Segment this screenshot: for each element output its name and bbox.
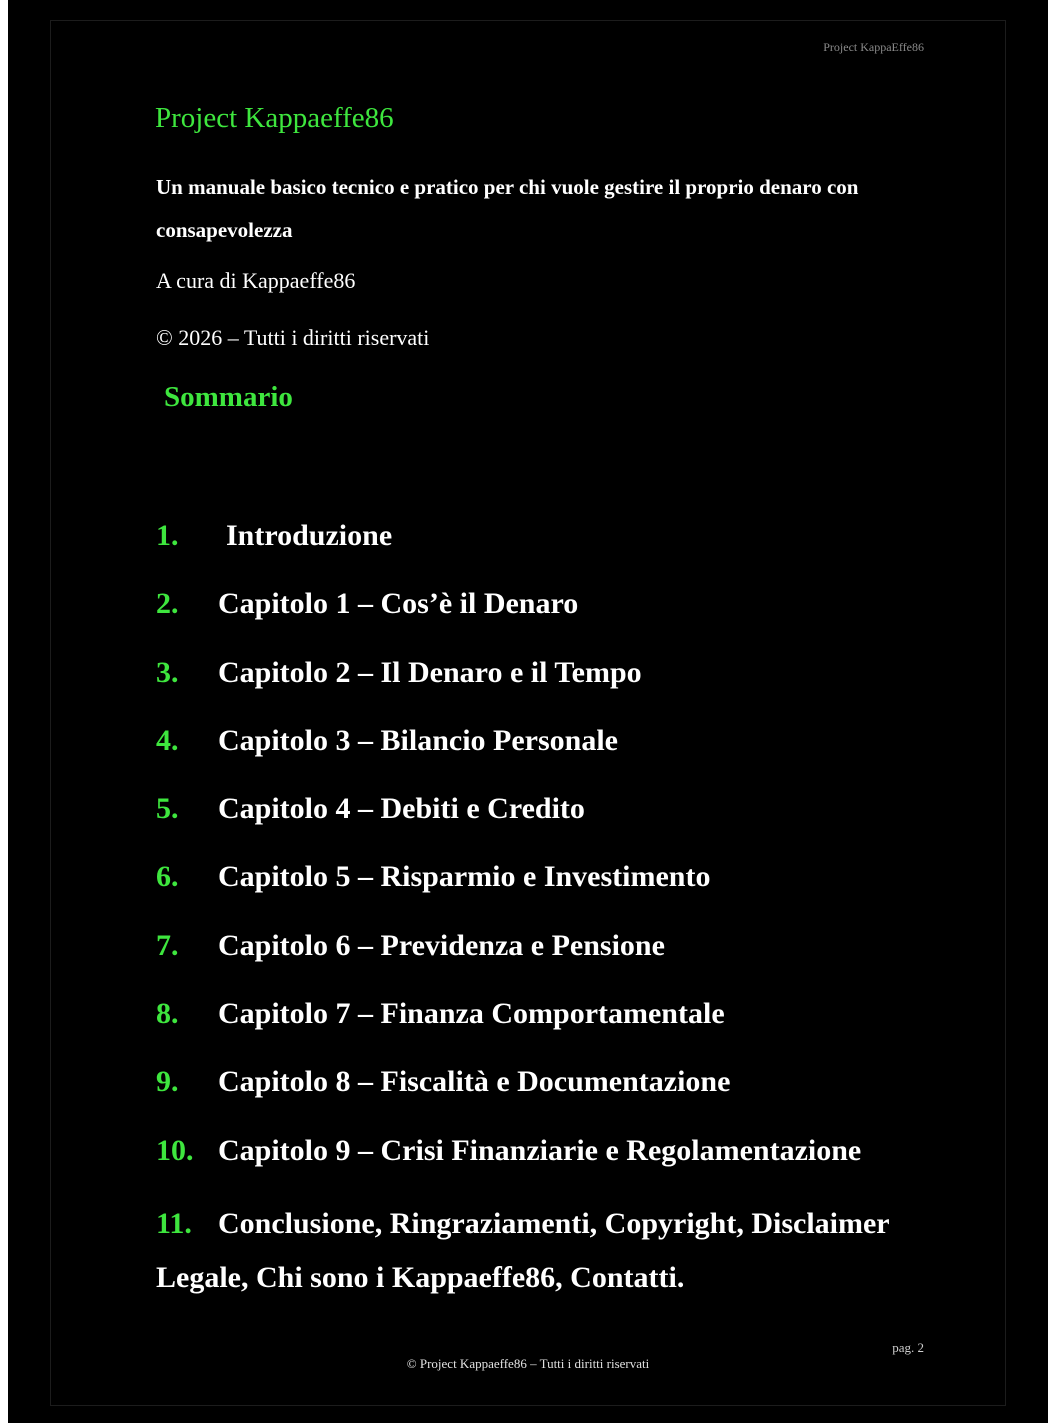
page-number: pag. 2 bbox=[892, 1340, 924, 1355]
toc-item-label: Capitolo 4 – Debiti e Credito bbox=[218, 792, 585, 826]
toc-item-number: 5. bbox=[156, 792, 179, 826]
toc-item-capitolo-8[interactable] bbox=[156, 1060, 946, 1128]
toc-item-number: 10. bbox=[156, 1133, 194, 1167]
toc-item-number: 7. bbox=[156, 928, 179, 962]
toc-item-conclusione[interactable] bbox=[156, 1197, 946, 1305]
toc-item-label: Capitolo 7 – Finanza Comportamentale bbox=[218, 997, 725, 1031]
toc-item-label: Capitolo 9 – Crisi Finanziarie e Regolamentazione bbox=[218, 1133, 862, 1167]
table-of-contents bbox=[156, 514, 946, 1305]
toc-item-number: 11. bbox=[156, 1206, 192, 1240]
toc-item-label: Capitolo 3 – Bilancio Personale bbox=[218, 723, 618, 757]
toc-item-label: Capitolo 8 – Fiscalità e Documentazione bbox=[218, 1065, 731, 1099]
toc-item-label: Capitolo 6 – Previdenza e Pensione bbox=[218, 928, 665, 962]
document-subtitle: Un manuale basico tecnico e pratico per chi vuole gestire il proprio denaro con consapevolezza bbox=[156, 175, 859, 242]
toc-item-capitolo-1[interactable] bbox=[156, 582, 946, 650]
document-title: Project Kappaeffe86 bbox=[155, 102, 394, 134]
toc-item-introduzione[interactable] bbox=[156, 514, 946, 582]
toc-item-number: 8. bbox=[156, 997, 179, 1031]
toc-item-number: 6. bbox=[156, 860, 179, 894]
toc-heading: Sommario bbox=[164, 381, 293, 413]
toc-item-number: 4. bbox=[156, 723, 179, 757]
running-header: Project KappaEffe86 bbox=[823, 40, 924, 54]
toc-item-capitolo-9[interactable] bbox=[156, 1129, 946, 1197]
toc-item-number: 2. bbox=[156, 587, 179, 621]
toc-item-label: Capitolo 1 – Cos’è il Denaro bbox=[218, 587, 579, 621]
document-author: A cura di Kappaeffe86 bbox=[156, 268, 356, 293]
toc-item-label: Conclusione, Ringraziamenti, Copyright, Disclaimer Legale, Chi sono i Kappaeffe86, Contatti. bbox=[156, 1206, 890, 1294]
toc-item-capitolo-5[interactable] bbox=[156, 855, 946, 923]
toc-item-label: Capitolo 5 – Risparmio e Investimento bbox=[218, 860, 711, 894]
toc-item-number: 9. bbox=[156, 1065, 179, 1099]
document-copyright: © 2026 – Tutti i diritti riservati bbox=[156, 325, 430, 350]
toc-item-label: Introduzione bbox=[226, 519, 393, 552]
toc-item-capitolo-3[interactable] bbox=[156, 719, 946, 787]
toc-item-capitolo-6[interactable] bbox=[156, 924, 946, 992]
toc-item-number: 1. bbox=[156, 519, 179, 552]
toc-item-label: Capitolo 2 – Il Denaro e il Tempo bbox=[218, 655, 642, 689]
document-page bbox=[8, 0, 1048, 1423]
toc-item-capitolo-4[interactable] bbox=[156, 787, 946, 855]
toc-item-capitolo-7[interactable] bbox=[156, 992, 946, 1060]
toc-item-number: 3. bbox=[156, 655, 179, 689]
toc-item-capitolo-2[interactable] bbox=[156, 651, 946, 719]
page-footer: © Project Kappaeffe86 – Tutti i diritti riservati bbox=[406, 1356, 650, 1371]
